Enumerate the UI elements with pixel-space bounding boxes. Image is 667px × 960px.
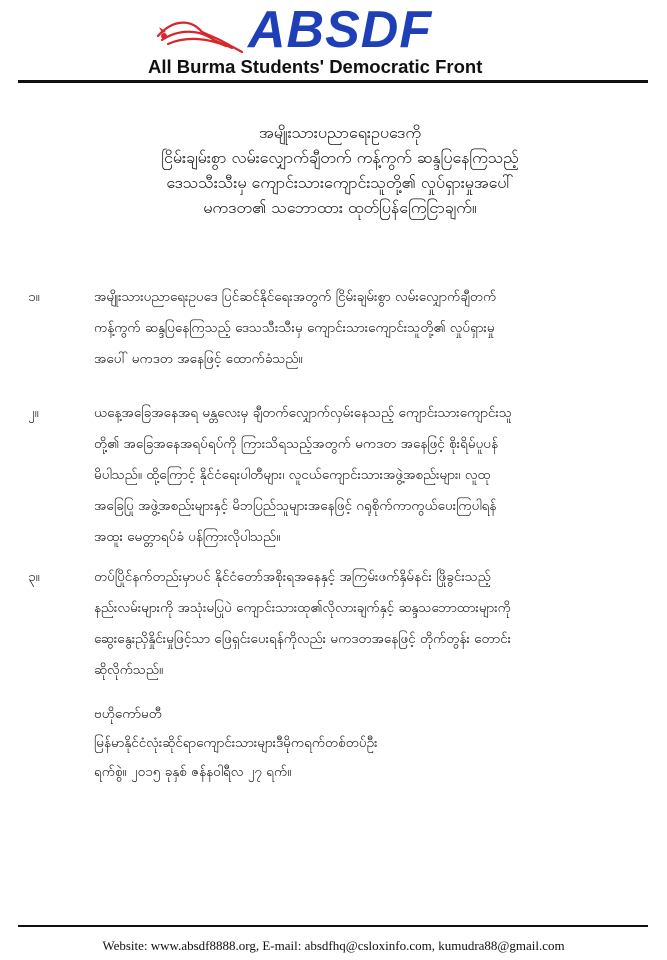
paragraph-text	[94, 562, 650, 686]
paragraph-number: ၂။	[28, 405, 39, 421]
paragraph-number: ၃။	[28, 569, 40, 585]
title-line: ဒေသသီးသီးမှ ကျောင်းသားကျောင်းသူတို့၏ လှုပ်ရှားမှုအပေါ်	[166, 173, 514, 192]
paragraph-text	[94, 282, 650, 375]
org-short-name: ABSDF	[248, 1, 433, 59]
footer-contact: Website: www.absdf8888.org, E-mail: absdfhq@csloxinfo.com, kumudra88@gmail.com	[102, 938, 565, 953]
paragraph-line: ယနေ့အခြေအနေအရ မန္တလေးမှ ချီတက်လျှောက်လှမ်းနေသည့် ကျောင်းသားကျောင်းသူ	[94, 405, 512, 421]
paragraph-line: ဆွေးနွေးညှိနှိုင်းမှုဖြင့်သာ ဖြေရှင်းပေးရန်ကိုလည်း မကဒတအနေဖြင့် တိုက်တွန်း တောင်း	[94, 631, 512, 647]
paragraph-line: နည်းလမ်းများကို အသုံးမပြုပဲ ကျောင်းသားထု၏လိုလားချက်နှင့် ဆန္ဒသဘောထားများကို	[94, 600, 511, 616]
paragraph-number: ၁။	[28, 289, 40, 305]
signature-block	[94, 700, 378, 787]
title-line: မကဒတ၏ သဘောထား ထုတ်ပြန်ကြေငြာချက်။	[203, 198, 477, 217]
header-divider	[18, 80, 648, 83]
fighting-peacock-logo-icon	[150, 6, 250, 56]
paragraph-line: အမျိုးသားပညာရေးဥပဒေ ပြင်ဆင်နိုင်ရေးအတွက် ငြိမ်းချမ်းစွာ လမ်းလျှောက်ချီတက်	[94, 289, 497, 305]
signatory-organization: မြန်မာနိုင်ငံလုံးဆိုင်ရာကျောင်းသားများဒီမိုကရက်တစ်တပ်ဦး	[94, 735, 378, 751]
paragraph-line: တို့၏ အခြေအနေအရပ်ရပ်ကို ကြားသိရသည့်အတွက် မကဒတ အနေဖြင့် စိုးရိမ်ပူပန်	[94, 436, 498, 452]
paragraph-line: မိပါသည်။ ထို့ကြောင့် နိုင်ငံရေးပါတီများ၊ လူငယ်ကျောင်းသားအဖွဲ့အစည်းများ၊ လူထု	[94, 467, 491, 483]
paragraph-line: ကန့်ကွက် ဆန္ဒပြနေကြသည့် ဒေသသီးသီးမှ ကျောင်းသားကျောင်းသူတို့၏ လှုပ်ရှားမှု	[94, 320, 495, 336]
paragraph-line: ဆိုလိုက်သည်။	[94, 662, 164, 678]
statement-date: ရက်စွဲ။ ၂၀၁၅ ခုနှစ် ဇန်နဝါရီလ ၂၇ ရက်။	[94, 764, 292, 780]
org-full-name: All Burma Students' Democratic Front	[148, 56, 483, 77]
signatory-committee: ဗဟိုကော်မတီ	[94, 706, 162, 722]
paragraph-line: တပ်ပြိုင်နက်တည်းမှာပင် နိုင်ငံတော်အစိုးရအနေနှင့် အကြမ်းဖက်နှိမ်နင်း ဖြိုခွင်းသည့်	[94, 569, 491, 585]
title-line: အမျိုးသားပညာရေးဥပဒေကို	[259, 123, 421, 142]
footer-divider	[18, 925, 648, 927]
paragraph-line: အခြေပြု အဖွဲ့အစည်းများနှင့် မိဘပြည်သူများအနေဖြင့် ဂရုစိုက်ကာကွယ်ပေးကြပါရန်	[94, 498, 497, 514]
paragraph-line: အပေါ် မကဒတ အနေဖြင့် ထောက်ခံသည်။	[94, 351, 303, 367]
letterhead	[0, 0, 667, 85]
title-line: ငြိမ်းချမ်းစွာ လမ်းလျှောက်ချီတက် ကန့်ကွက် ဆန္ဒပြနေကြသည့်	[161, 148, 519, 167]
paragraph-text	[94, 398, 650, 553]
paragraph-line: အထူး မေတ္တာရပ်ခံ ပန်ကြားလိုပါသည်။	[94, 529, 281, 545]
statement-title	[60, 120, 620, 220]
